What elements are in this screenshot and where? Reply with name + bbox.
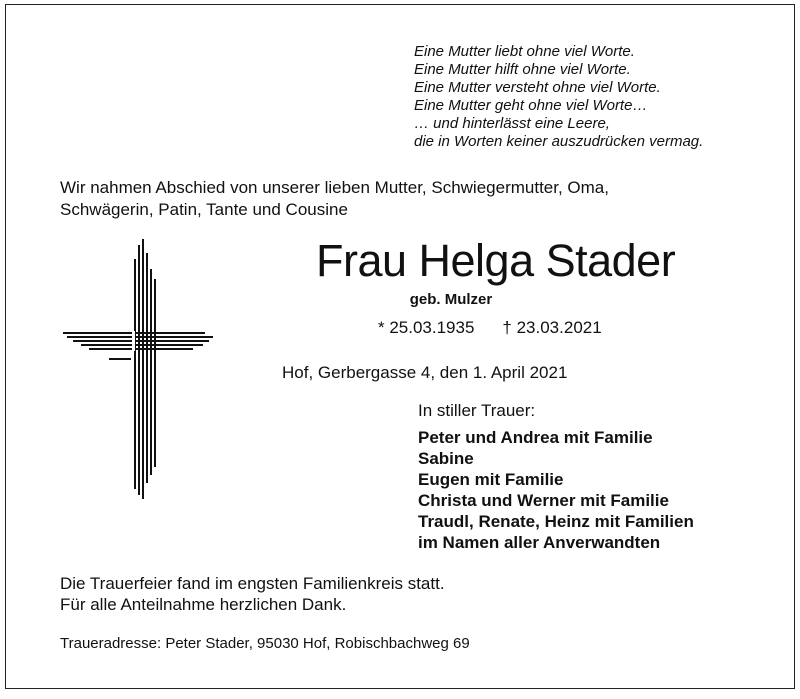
mourner-item: Traudl, Renate, Heinz mit Familien	[418, 512, 694, 531]
condolence-address: Traueradresse: Peter Stader, 95030 Hof, Robischbachweg 69	[60, 635, 470, 652]
poem-line: Eine Mutter hilft ohne viel Worte.	[414, 61, 631, 78]
poem-line: … und hinterlässt eine Leere,	[414, 115, 610, 132]
cross-icon	[63, 239, 213, 499]
mourner-item: Christa und Werner mit Familie	[418, 491, 669, 510]
deceased-name: Frau Helga Stader	[316, 235, 676, 286]
mourner-item: Eugen mit Familie	[418, 470, 564, 489]
poem-line: die in Worten keiner auszudrücken vermag.	[414, 133, 704, 150]
intro-line: Wir nahmen Abschied von unserer lieben Mutter, Schwiegermutter, Oma,	[60, 178, 609, 197]
death-date: † 23.03.2021	[502, 318, 602, 337]
closing-line: Die Trauerfeier fand im engsten Familienkreis statt.	[60, 574, 445, 593]
poem-line: Eine Mutter versteht ohne viel Worte.	[414, 79, 661, 96]
maiden-name: geb. Mulzer	[409, 291, 493, 308]
closing-text	[60, 573, 445, 615]
intro-text	[60, 177, 609, 221]
mourner-item: Peter und Andrea mit Familie	[418, 428, 653, 447]
mourner-item: im Namen aller Anverwandten	[418, 533, 661, 552]
life-dates	[378, 318, 602, 338]
intro-line: Schwägerin, Patin, Tante und Cousine	[60, 200, 348, 219]
closing-line: Für alle Anteilnahme herzlichen Dank.	[60, 595, 347, 614]
poem-line: Eine Mutter geht ohne viel Worte…	[414, 97, 648, 114]
obituary-card	[5, 4, 795, 689]
mourners-list	[418, 427, 694, 553]
poem-line: Eine Mutter liebt ohne viel Worte.	[414, 43, 635, 60]
mourning-label: In stiller Trauer:	[418, 401, 536, 420]
mourner-item: Sabine	[418, 449, 474, 468]
poem	[414, 43, 703, 151]
place-date: Hof, Gerbergasse 4, den 1. April 2021	[282, 363, 568, 382]
birth-date: * 25.03.1935	[378, 318, 475, 337]
